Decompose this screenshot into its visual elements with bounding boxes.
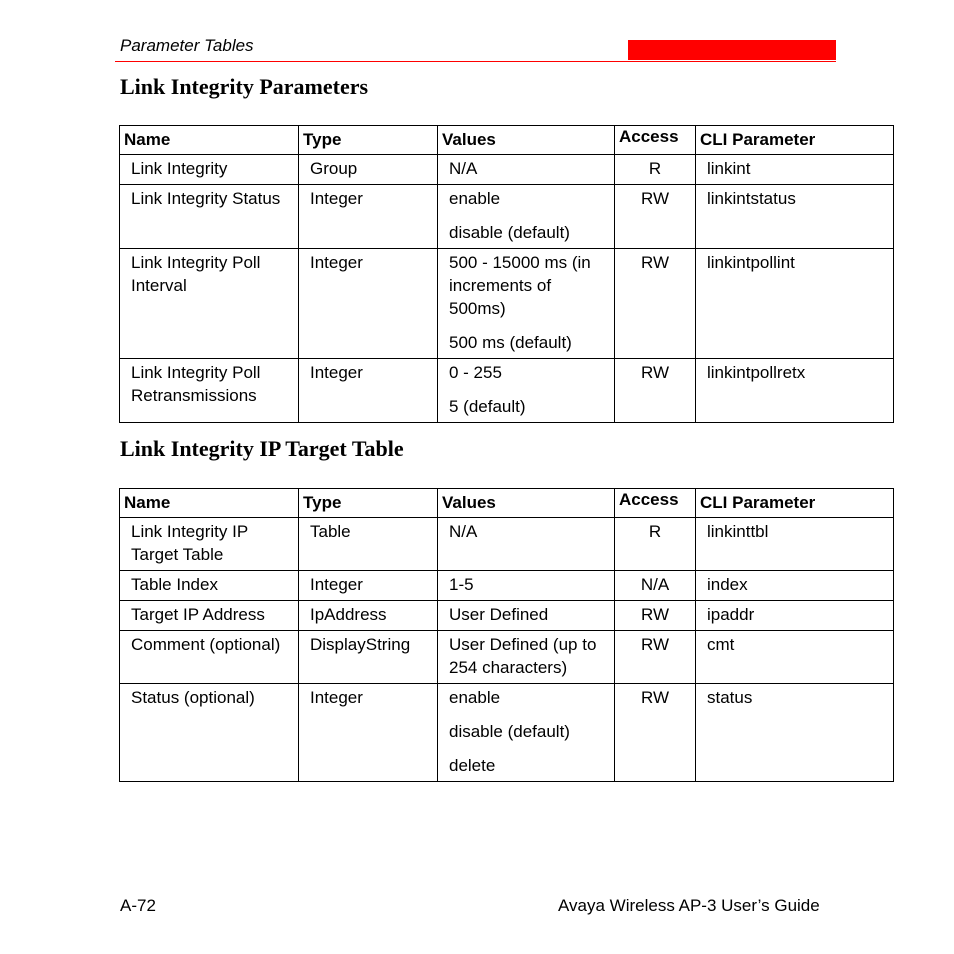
table-row <box>120 249 894 359</box>
cell-name: Link Integrity Poll Retransmissions <box>120 359 299 423</box>
table-row <box>120 571 894 601</box>
cell-values <box>438 684 615 782</box>
header-accent-bar <box>628 40 836 60</box>
header-rule <box>115 61 836 62</box>
table-header-row <box>120 489 894 518</box>
column-header-values: Values <box>438 126 615 155</box>
cell-type: Group <box>299 155 438 185</box>
table-row <box>120 601 894 631</box>
value-item: 0 - 255 <box>449 363 502 382</box>
table-header-row <box>120 126 894 155</box>
cell-access: RW <box>615 684 696 782</box>
cell-cli: ipaddr <box>696 601 894 631</box>
cell-cli: linkintpollint <box>696 249 894 359</box>
value-item: enable <box>449 189 501 208</box>
cell-access: RW <box>615 631 696 684</box>
column-header-access: Access <box>615 126 696 155</box>
value-item: 1-5 <box>449 575 474 594</box>
column-header-name: Name <box>120 126 299 155</box>
cell-type: Table <box>299 518 438 571</box>
cell-type: Integer <box>299 684 438 782</box>
cell-name: Comment (optional) <box>120 631 299 684</box>
column-header-cli-parameter: CLI Parameter <box>696 489 894 518</box>
cell-access: RW <box>615 185 696 249</box>
column-header-cli-parameter: CLI Parameter <box>696 126 894 155</box>
table-row <box>120 631 894 684</box>
cell-values <box>438 571 615 601</box>
cell-name: Table Index <box>120 571 299 601</box>
section-title-link-integrity-parameters: Link Integrity Parameters <box>120 74 369 99</box>
value-item: N/A <box>449 522 478 541</box>
column-header-type: Type <box>299 489 438 518</box>
cell-values <box>438 518 615 571</box>
value-item: User Defined <box>449 605 549 624</box>
value-item: 500 - 15000 ms (in increments of 500ms) <box>449 253 591 318</box>
link-integrity-ip-target-table <box>119 488 894 782</box>
table-row <box>120 155 894 185</box>
table-row <box>120 359 894 423</box>
value-item: 500 ms (default) <box>449 333 572 352</box>
running-header: Parameter Tables <box>120 36 254 55</box>
cell-access: R <box>615 155 696 185</box>
page-number: A-72 <box>120 896 156 915</box>
cell-values <box>438 359 615 423</box>
cell-cli: status <box>696 684 894 782</box>
table-row <box>120 518 894 571</box>
cell-name: Link Integrity Status <box>120 185 299 249</box>
cell-values <box>438 631 615 684</box>
cell-access: RW <box>615 601 696 631</box>
cell-type: IpAddress <box>299 601 438 631</box>
value-item: N/A <box>449 159 478 178</box>
section-title-link-integrity-ip-target-table: Link Integrity IP Target Table <box>120 436 404 461</box>
value-item: disable (default) <box>449 722 570 741</box>
cell-values <box>438 155 615 185</box>
cell-access: RW <box>615 249 696 359</box>
cell-access: R <box>615 518 696 571</box>
cell-type: Integer <box>299 249 438 359</box>
cell-cli: linkint <box>696 155 894 185</box>
table-row <box>120 185 894 249</box>
cell-values <box>438 185 615 249</box>
cell-cli: cmt <box>696 631 894 684</box>
link-integrity-parameters-table <box>119 125 894 423</box>
value-item: delete <box>449 756 496 775</box>
cell-type: DisplayString <box>299 631 438 684</box>
column-header-type: Type <box>299 126 438 155</box>
cell-cli: linkintpollretx <box>696 359 894 423</box>
cell-name: Link Integrity IP Target Table <box>120 518 299 571</box>
cell-access: RW <box>615 359 696 423</box>
cell-cli: linkinttbl <box>696 518 894 571</box>
cell-cli: index <box>696 571 894 601</box>
cell-access: N/A <box>615 571 696 601</box>
cell-cli: linkintstatus <box>696 185 894 249</box>
value-item: disable (default) <box>449 223 570 242</box>
column-header-access: Access <box>615 489 696 518</box>
cell-type: Integer <box>299 571 438 601</box>
value-item: enable <box>449 688 501 707</box>
value-item: User Defined (up to 254 characters) <box>449 635 597 677</box>
cell-type: Integer <box>299 359 438 423</box>
table-row <box>120 684 894 782</box>
cell-values <box>438 601 615 631</box>
guide-title: Avaya Wireless AP-3 User’s Guide <box>558 896 820 915</box>
column-header-name: Name <box>120 489 299 518</box>
cell-name: Link Integrity Poll Interval <box>120 249 299 359</box>
cell-name: Link Integrity <box>120 155 299 185</box>
column-header-values: Values <box>438 489 615 518</box>
value-item: 5 (default) <box>449 397 526 416</box>
cell-name: Status (optional) <box>120 684 299 782</box>
cell-values <box>438 249 615 359</box>
cell-type: Integer <box>299 185 438 249</box>
cell-name: Target IP Address <box>120 601 299 631</box>
